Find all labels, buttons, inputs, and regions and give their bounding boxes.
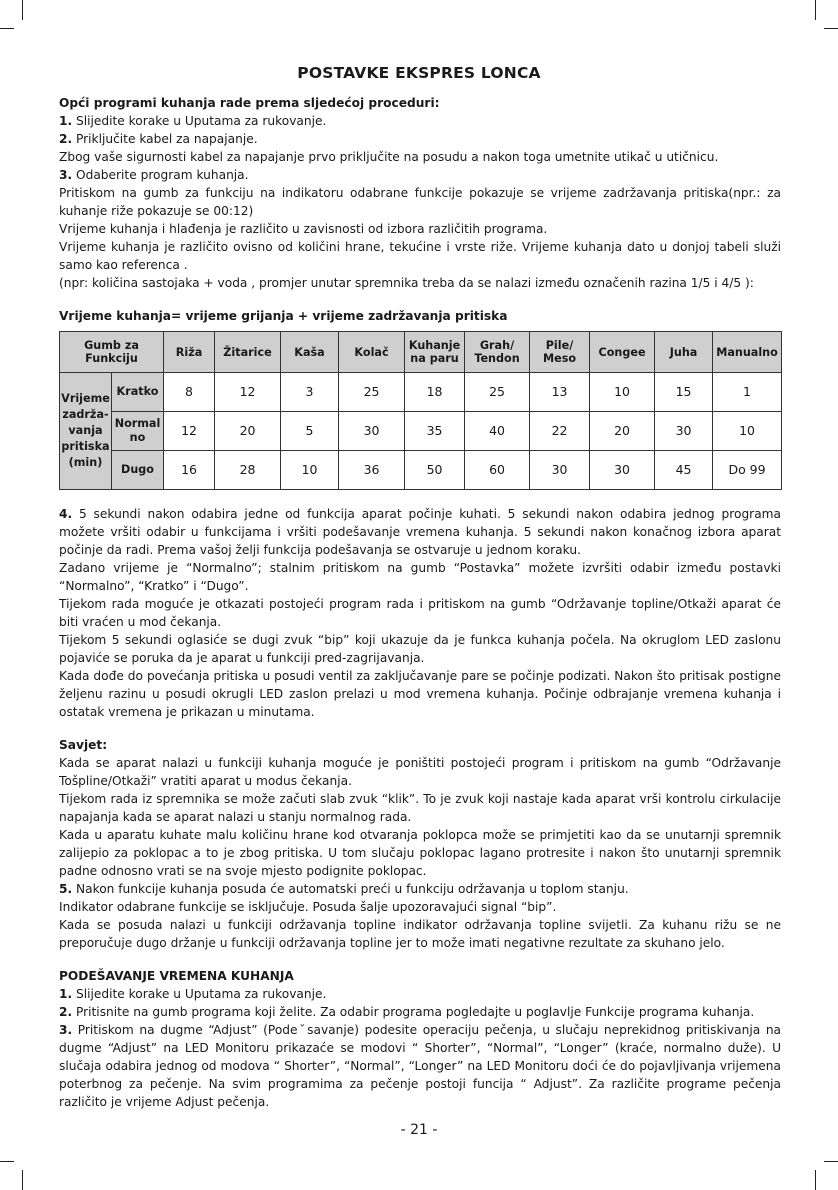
tip-paragraph: Tijekom rada iz spremnika se može začuti slab zvuk “klik”. To je zvuk koji nastaje kada aparat vrši kontrolu cirkulacije napajanja kada se aparat nalazi u stanju normalnog rada. (59, 792, 781, 824)
table-cell: 10 (713, 412, 782, 451)
intro-heading: Opći programi kuhanja rade prema sljedećoj proceduri: (59, 96, 440, 110)
step-text: Slijedite korake u Uputama za rukovanje. (76, 114, 327, 128)
intro-paragraph: Pritiskom na gumb za funkciju na indikatoru odabrane funkcije pokazuje se vrijeme zadržavanja pritiska(npr.: za kuhanje riže pokazuje se 00:12) (59, 186, 781, 218)
page-number: - 21 - (400, 1122, 438, 1138)
table-row (60, 412, 782, 451)
intro-step-1 (59, 112, 781, 130)
cooking-time-table (59, 331, 782, 490)
step-text: Odaberite program kuhanja. (76, 168, 249, 182)
table-cell: 30 (590, 451, 655, 490)
step-4-paragraph: Zadano vrijeme je “Normalno”; stalnim pritiskom na gumb “Postavka” možete izvršiti odabir između postavki “Normalno”, “Kratko” i “Dugo”. (59, 561, 781, 593)
step-text: 5 sekundi nakon odabira jedne od funkcija aparat počinje kuhati. 5 sekundi nakon odabira jednog programa možete vršiti odabir u funkcijama i vršiti podešavanje vremena kuhanja. 5 sekundi nakon konačnog izbora aparat počinje da radi. Prema vašoj želji funkcija podešavanja se ostvaruje u jednom koraku. (59, 507, 781, 557)
table-cell: 10 (281, 451, 339, 490)
table-cell: 5 (281, 412, 339, 451)
table-cell: 36 (339, 451, 405, 490)
column-header: Juha (655, 332, 713, 373)
column-header: Grah/ Tendon (465, 332, 530, 373)
step-number: 5. (59, 882, 73, 896)
column-header: Kolač (339, 332, 405, 373)
column-header: Manualno (713, 332, 782, 373)
table-cell: 1 (713, 373, 782, 412)
step-number: 1. (59, 114, 73, 128)
table-cell: 18 (405, 373, 465, 412)
table-cell: 12 (215, 373, 281, 412)
table-caption: Vrijeme kuhanja= vrijeme grijanja + vrijeme zadržavanja pritiska (59, 309, 508, 323)
table-cell: 20 (590, 412, 655, 451)
step-4-paragraph: Tijekom rada moguće je otkazati postojeći program rada i pritiskom na gumb “Održavanje topline/Otkaži aparat će biti vraćen u mod čekanja. (59, 597, 781, 629)
table-cell: 28 (215, 451, 281, 490)
table-side-header: Vrijeme zadrža-vanja pritiska (min) (60, 373, 112, 490)
step-text: Pritisnite na gumb programa koji želite. Za odabir programa pogledajte u poglavlje Funkcije programa kuhanja. (76, 1005, 755, 1019)
cooktime-step-2 (59, 1003, 781, 1021)
table-cell: 16 (164, 451, 215, 490)
step-5-paragraph (59, 880, 781, 898)
intro-paragraph: Vrijeme kuhanja je različito ovisno od količini hrane, tekućine i vrste riže. Vrijeme kuhanja dato u donjoj tabeli služi samo kao referenca . (59, 240, 781, 272)
step-number: 3. (59, 168, 73, 182)
table-cell: 50 (405, 451, 465, 490)
cooktime-heading: PODEŠAVANJE VREMENA KUHANJA (59, 969, 294, 983)
table-cell: 30 (530, 451, 590, 490)
cooktime-step-1 (59, 985, 781, 1003)
tip-heading: Savjet: (59, 738, 108, 752)
table-cell: 13 (530, 373, 590, 412)
tip-paragraph: Kada se posuda nalazi u funkciji održavanja topline indikator održavanja topline svijetli. Za kuhanu rižu se ne preporučuje dugo držanje u funkciji održavanja topline jer to može imati negativne rezultate za skuhano jelo. (59, 918, 781, 950)
table-cell: 20 (215, 412, 281, 451)
table-cell: 15 (655, 373, 713, 412)
column-header: Pile/ Meso (530, 332, 590, 373)
step-text: Slijedite korake u Uputama za rukovanje. (76, 987, 327, 1001)
tip-paragraph: Indikator odabrane funkcije se isključuje. Posuda šalje upozoravajući signal “bip”. (59, 900, 557, 914)
table-cell: 3 (281, 373, 339, 412)
row-label: Dugo (112, 451, 164, 490)
document-body (59, 94, 781, 1111)
safety-note: Zbog vaše sigurnosti kabel za napajanje prvo priključite na posudu a nakon toga umetnite utikač u utičnicu. (59, 150, 719, 164)
table-cell: 45 (655, 451, 713, 490)
step-4-paragraph: Tijekom 5 sekundi oglasiće se dugi zvuk “bip” koji ukazuje da je funkca kuhanja počela. Na okruglom LED zaslonu pojaviće se poruka da je aparat u funkciji pred-zagrijavanja. (59, 633, 781, 665)
step-number: 3. (59, 1023, 73, 1037)
tip-paragraph: Kada se aparat nalazi u funkciji kuhanja moguće je poništiti postojeći program i pritiskom na gumb “Održavanje Tošpline/Otkaži” vratiti aparat u modus čekanja. (59, 756, 781, 788)
table-cell: 22 (530, 412, 590, 451)
column-header: Kuhanje na paru (405, 332, 465, 373)
crop-mark-bottom-right-h (824, 1161, 838, 1162)
table-cell: 30 (339, 412, 405, 451)
cooktime-step-3 (59, 1021, 781, 1111)
step-text: Nakon funkcije kuhanja posuda će automatski preći u funkciju održavanja u toplom stanju. (76, 882, 629, 896)
table-cell: 12 (164, 412, 215, 451)
column-header: Congee (590, 332, 655, 373)
intro-step-2 (59, 130, 781, 148)
table-cell: 8 (164, 373, 215, 412)
step-number: 4. (59, 507, 73, 521)
row-label: Normal no (112, 412, 164, 451)
table-header-row (60, 332, 782, 373)
step-text: Pritiskom na dugme “Adjust” (Podeˇsavanje) podesite operaciju pečenja, u slučaju neprekidnog pritiskivanja na dugme “Adjust” na LED Monitoru prikazaće se modovi “ Shorter”, “Normal”, “Longer” (kraće, normalno duže). U slučaja odabira jednog od modova “ Shorter”, “Normal”, “Longer” na LED Monitoru doći će do pojavljivanja vrijemena poterbnog za pečenje. Na svim programima za pečenje postoji funcija “ Adjust”. Za različite programe pečenja različito je vrijeme Adjust pečenja. (59, 1023, 782, 1109)
column-header: Kaša (281, 332, 339, 373)
step-4-paragraph (59, 505, 781, 559)
table-row (60, 451, 782, 490)
crop-mark-top-right-v (815, 0, 816, 20)
crop-mark-top-left-h (0, 28, 14, 29)
crop-mark-top-right-h (824, 28, 838, 29)
table-cell: 10 (590, 373, 655, 412)
table-cell: Do 99 (713, 451, 782, 490)
crop-mark-bottom-left-v (22, 1170, 23, 1190)
column-header: Riža (164, 332, 215, 373)
intro-step-3 (59, 166, 781, 184)
intro-paragraph: (npr: količina sastojaka + voda , promjer unutar spremnika treba da se nalazi između označenih razina 1/5 i 4/5 ): (59, 276, 754, 290)
row-label: Kratko (112, 373, 164, 412)
table-cell: 25 (465, 373, 530, 412)
table-row (60, 373, 782, 412)
table-cell: 35 (405, 412, 465, 451)
table-corner-header: Gumb za Funkciju (60, 332, 164, 373)
step-number: 2. (59, 132, 73, 146)
table-cell: 25 (339, 373, 405, 412)
step-number: 2. (59, 1005, 73, 1019)
intro-paragraph: Vrijeme kuhanja i hlađenja je različito u zavisnosti od izbora različitih programa. (59, 222, 548, 236)
column-header: Žitarice (215, 332, 281, 373)
table-cell: 40 (465, 412, 530, 451)
crop-mark-bottom-left-h (0, 1161, 14, 1162)
table-cell: 30 (655, 412, 713, 451)
step-4-paragraph: Kada dođe do povećanja pritiska u posudi ventil za zaključavanje pare se počinje podizati. Nakon što pritisak postigne željenu razinu u posudi okrugli LED zaslon prelazi u mod vremena kuhanja. Počinje odbrajanje vremena kuhanja i ostatak vremena je prikazan u minutama. (59, 669, 781, 719)
crop-mark-top-left-v (22, 0, 23, 20)
tip-paragraph: Kada u aparatu kuhate malu količinu hrane kod otvaranja poklopca može se primjetiti kao da se unutarnji spremnik zalijepio za poklopac a to je zbog pritiska. U tom slučaju poklopac lagano protresite i nakon što unutarnji spremnik padne odnosno vrati se na svoje mjesto podignite poklopac. (59, 828, 781, 878)
crop-mark-bottom-right-v (815, 1170, 816, 1190)
step-text: Priključite kabel za napajanje. (76, 132, 258, 146)
step-number: 1. (59, 987, 73, 1001)
table-cell: 60 (465, 451, 530, 490)
page-title: POSTAVKE EKSPRES LONCA (297, 64, 541, 82)
